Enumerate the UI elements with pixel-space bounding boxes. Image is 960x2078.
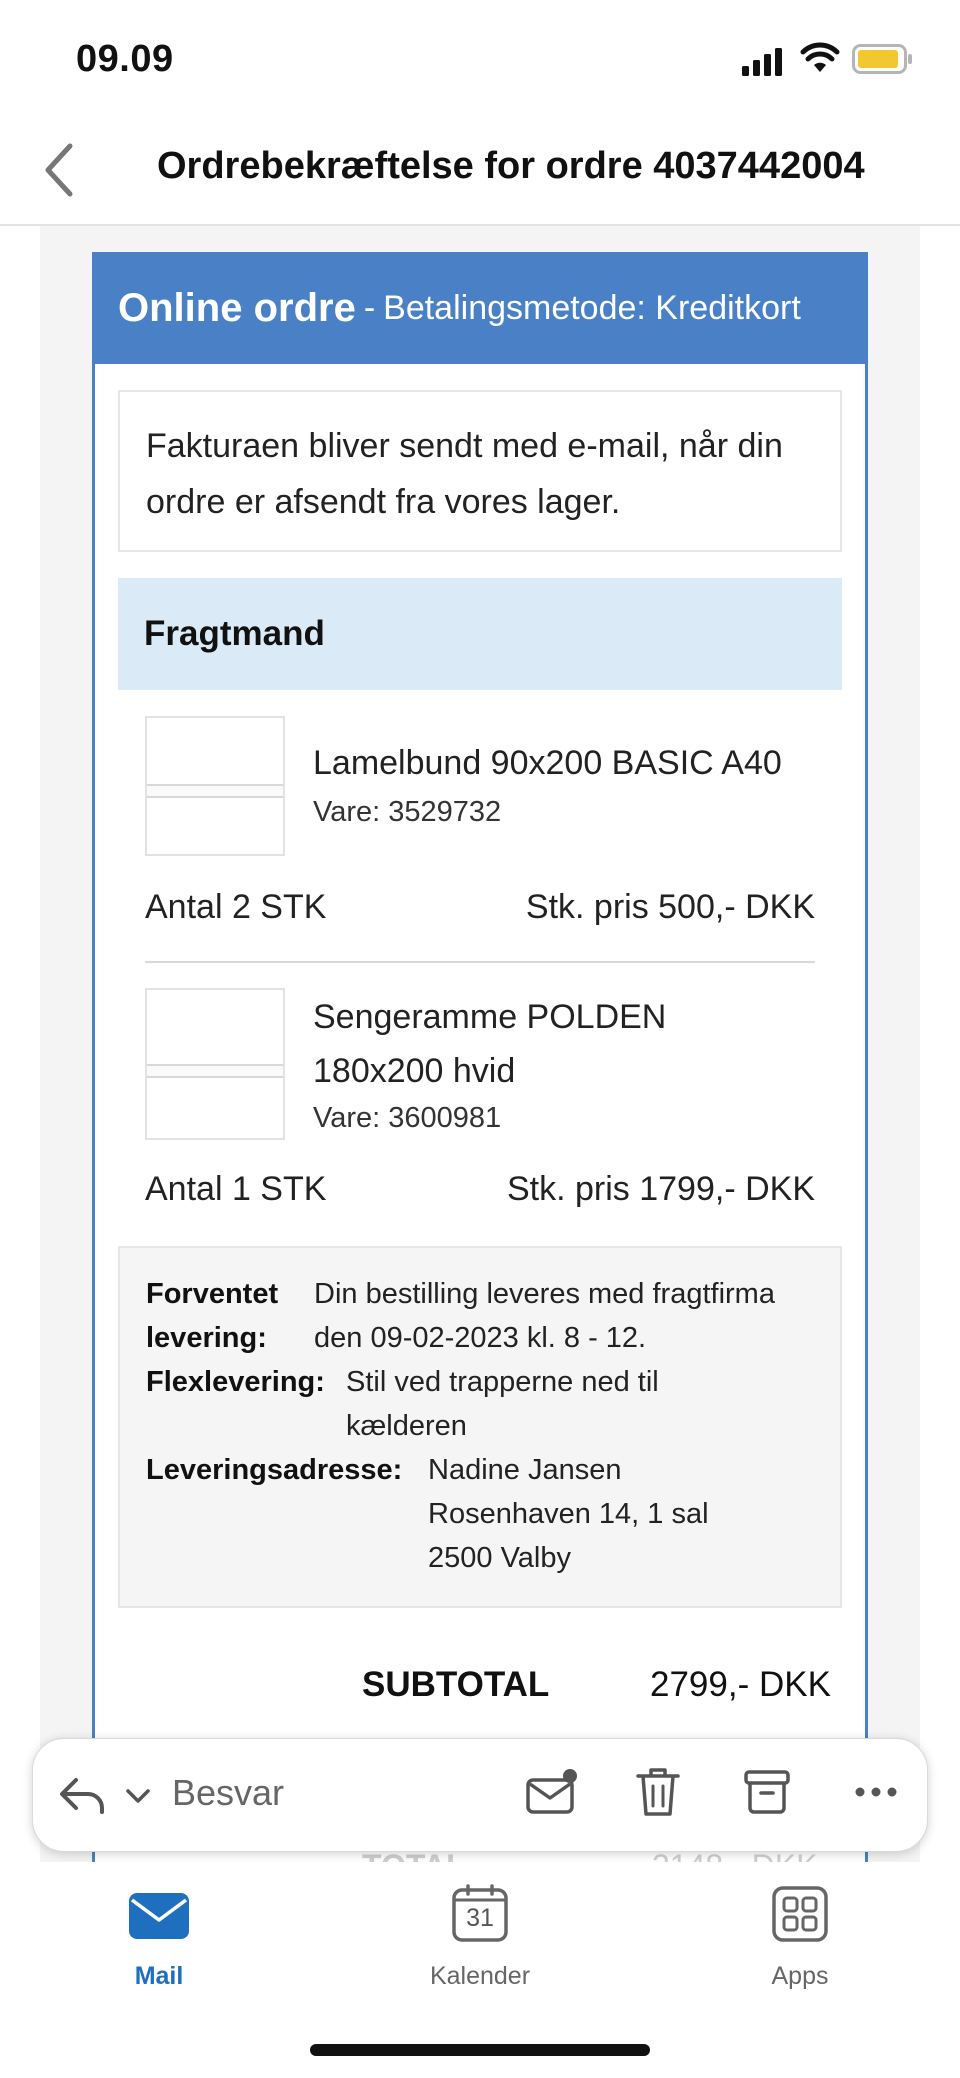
- calendar-day: 31: [466, 1904, 494, 1932]
- delivery-address-city: 2500 Valby: [428, 1542, 571, 1574]
- product-number: Vare: 3529732: [313, 796, 502, 828]
- archive-icon[interactable]: [742, 1766, 792, 1816]
- product-name[interactable]: Lamelbund 90x200 BASIC A40: [313, 744, 782, 782]
- chevron-down-icon[interactable]: [124, 1786, 152, 1806]
- product-name-line-2[interactable]: 180x200 hvid: [313, 1052, 516, 1090]
- header-separator: -: [363, 288, 376, 327]
- flex-delivery-value-2: kælderen: [346, 1410, 467, 1442]
- product-thumbnail[interactable]: [145, 988, 285, 1140]
- flex-delivery-value: Stil ved trapperne ned til: [346, 1366, 659, 1398]
- carrier-heading: Fragtmand: [118, 578, 842, 690]
- product-quantity: Antal 1 STK: [145, 1170, 327, 1208]
- status-time: 09.09: [76, 38, 174, 80]
- product-thumbnail[interactable]: [145, 716, 285, 856]
- delivery-address-name: Nadine Jansen: [428, 1454, 622, 1486]
- item-divider: [145, 961, 815, 963]
- order-items: [118, 690, 842, 1246]
- tab-calendar[interactable]: Kalender: [429, 1962, 531, 1990]
- order-card-header: [92, 252, 868, 364]
- reply-toolbar: [32, 1738, 928, 1852]
- expected-delivery-label-2: levering:: [146, 1322, 267, 1354]
- delivery-address-street: Rosenhaven 14, 1 sal: [428, 1498, 709, 1530]
- expected-delivery-label: Forventet: [146, 1278, 279, 1310]
- expected-delivery-value: Din bestilling leveres med fragtfirma: [314, 1278, 775, 1310]
- trash-icon[interactable]: [634, 1764, 682, 1820]
- wifi-icon: [800, 42, 840, 74]
- product-unit-price: Stk. pris 1799,- DKK: [506, 1170, 815, 1208]
- subtotal-label: SUBTOTAL: [362, 1665, 550, 1704]
- invoice-notice: Fakturaen bliver sendt med e-mail, når din ordre er afsendt fra vores lager.: [118, 390, 842, 552]
- mail-icon[interactable]: [128, 1892, 190, 1940]
- product-unit-price: Stk. pris 500,- DKK: [525, 888, 815, 926]
- back-chevron-icon[interactable]: [40, 140, 80, 200]
- battery-icon: [852, 44, 914, 74]
- apps-grid-icon[interactable]: [772, 1886, 828, 1942]
- expected-delivery-date: den 09-02-2023 kl. 8 - 12.: [314, 1322, 647, 1354]
- cellular-signal-icon: [742, 46, 784, 76]
- flex-delivery-label: Flexlevering:: [146, 1366, 325, 1398]
- order-type: Online ordre: [118, 285, 356, 330]
- tab-mail[interactable]: Mail: [134, 1962, 184, 1990]
- product-name[interactable]: Sengeramme POLDEN: [313, 998, 667, 1036]
- reply-button[interactable]: Besvar: [172, 1772, 285, 1813]
- reply-arrow-icon[interactable]: [58, 1774, 106, 1818]
- page-title: Ordrebekræftelse for ordre 4037442004: [157, 145, 865, 187]
- mark-unread-icon[interactable]: [524, 1766, 580, 1818]
- payment-method: Betalingsmetode: Kreditkort: [383, 288, 801, 327]
- tab-apps[interactable]: Apps: [771, 1962, 829, 1990]
- home-indicator[interactable]: [310, 2044, 650, 2056]
- delivery-address-label: Leveringsadresse:: [146, 1454, 403, 1486]
- product-number: Vare: 3600981: [313, 1102, 502, 1134]
- product-quantity: Antal 2 STK: [145, 888, 327, 926]
- subtotal-value: 2799,- DKK: [650, 1665, 831, 1704]
- delivery-info: [118, 1246, 842, 1608]
- more-options-icon[interactable]: [854, 1786, 898, 1798]
